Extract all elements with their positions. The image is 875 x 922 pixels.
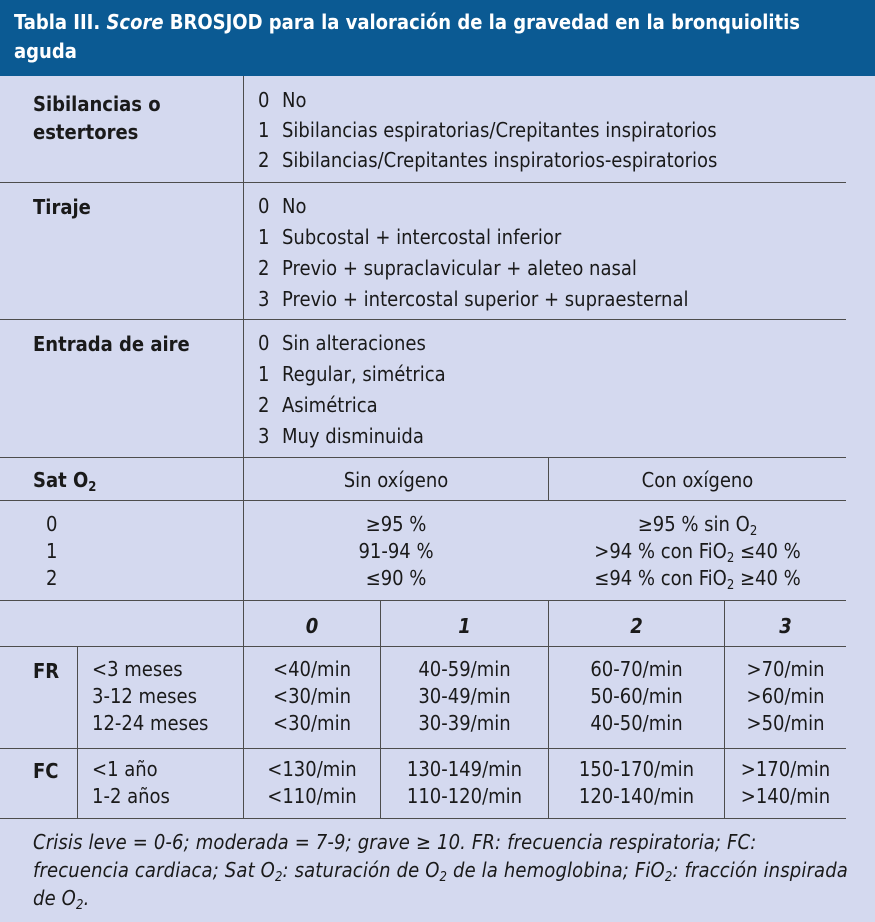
sat-sin-values <box>244 511 548 592</box>
option-row: 1 Sibilancias espiratorias/Crepitantes inspiratorios <box>258 118 717 142</box>
row-label-entrada-aire: Entrada de aire <box>33 332 190 356</box>
grid-header-2: 2 <box>630 614 643 638</box>
age-group: 12-24 meses <box>92 711 209 735</box>
table-title-italic: Score <box>106 10 164 34</box>
divider-horizontal <box>0 818 846 819</box>
fc-col-0 <box>244 756 380 810</box>
option-row: 3 Previo + intercostal superior + supraesternal <box>258 287 689 311</box>
fc-col-1 <box>381 756 548 810</box>
grid-cell: 40-59/min <box>418 657 511 681</box>
table-title <box>0 0 875 76</box>
grid-cell: 130-149/min <box>406 757 523 781</box>
grid-cell: 120-140/min <box>578 784 695 808</box>
age-group: <1 año <box>92 757 158 781</box>
col-header-sin-oxigeno: Sin oxígeno <box>343 468 449 492</box>
col-header-con-oxigeno: Con oxígeno <box>641 468 754 492</box>
grid-cell: 50-60/min <box>590 684 683 708</box>
sat-value: >94 % con FiO$_2$ ≤40 % <box>594 539 801 566</box>
age-group: 3-12 meses <box>92 684 197 708</box>
row-label-tiraje: Tiraje <box>33 195 91 219</box>
divider-vertical-label <box>77 646 78 818</box>
sat-value: 91-94 % <box>358 539 434 563</box>
grid-cell: 30-39/min <box>418 711 511 735</box>
option-row: 2 Sibilancias/Crepitantes inspiratorios-espiratorios <box>258 148 718 172</box>
grid-cell: <30/min <box>273 711 351 735</box>
options-tiraje <box>258 192 688 313</box>
grid-cell: <40/min <box>273 657 351 681</box>
age-group: 1-2 años <box>92 784 170 808</box>
row-label-fr: FR <box>33 659 60 683</box>
grid-cell: >170/min <box>740 757 831 781</box>
divider-horizontal <box>0 182 846 183</box>
option-row: 3 Muy disminuida <box>258 424 424 448</box>
table-footnote: Crisis leve = 0-6; moderada = 7-9; grave ≥ 10. FR: frecuencia respiratoria; FC: frecuencia cardiaca; Sat $O_2$: saturación de $O_2$ de la hemoglobina; FiO$_2$: fracción inspirada de $O_2$. <box>33 830 848 913</box>
option-row: 0 No <box>258 194 307 218</box>
row-label-sibilancias: Sibilancias o estertores <box>33 92 161 144</box>
fc-age-groups <box>92 756 170 810</box>
grid-cell: 60-70/min <box>590 657 683 681</box>
fr-col-1 <box>381 656 548 737</box>
grid-cell: >50/min <box>746 711 825 735</box>
table-number: Tabla III. <box>14 10 101 34</box>
divider-horizontal <box>0 319 846 320</box>
divider-horizontal <box>0 600 846 601</box>
grid-header-1: 1 <box>458 614 471 638</box>
fr-col-3 <box>725 656 846 737</box>
fc-col-2 <box>549 756 724 810</box>
table-title-text: BROSJOD para la valoración de la gravedad en la bronquiolitis aguda <box>14 10 801 63</box>
fc-col-3 <box>725 756 846 810</box>
grid-header-3: 3 <box>779 614 792 638</box>
grid-cell: 150-170/min <box>578 757 695 781</box>
sat-value: ≤94 % con FiO$_2$ ≥40 % <box>594 566 801 593</box>
grid-cell: <110/min <box>267 784 357 808</box>
grid-cell: >70/min <box>746 657 825 681</box>
sat-score: 0 <box>46 512 58 536</box>
grid-cell: <130/min <box>267 757 357 781</box>
options-sibilancias <box>258 86 717 174</box>
age-group: <3 meses <box>92 657 183 681</box>
options-entrada-aire <box>258 329 446 450</box>
grid-cell: 40-50/min <box>590 711 683 735</box>
sat-score: 1 <box>46 539 58 563</box>
grid-cell: 30-49/min <box>418 684 511 708</box>
option-row: 1 Subcostal + intercostal inferior <box>258 225 562 249</box>
divider-horizontal <box>0 457 846 458</box>
option-row: 0 No <box>258 88 307 112</box>
sat-score: 2 <box>46 566 58 590</box>
fr-col-2 <box>549 656 724 737</box>
option-row: 2 Previo + supraclavicular + aleteo nasal <box>258 256 637 280</box>
row-label-fc: FC <box>33 759 59 783</box>
fr-age-groups <box>92 656 208 737</box>
row-label-sat-o2: Sat $O_2$ <box>33 468 97 495</box>
option-row: 2 Asimétrica <box>258 393 378 417</box>
sat-scores <box>46 511 57 592</box>
option-row: 1 Regular, simétrica <box>258 362 446 386</box>
sat-con-values <box>549 511 846 592</box>
sat-value: ≥95 % $\sin O_2$ <box>637 512 758 539</box>
sat-value: ≤90 % <box>365 566 427 590</box>
divider-horizontal <box>0 646 846 647</box>
grid-cell: >60/min <box>746 684 825 708</box>
sat-value: ≥95 % <box>365 512 427 536</box>
grid-header-0: 0 <box>305 614 319 638</box>
grid-cell: >140/min <box>740 784 831 808</box>
fr-col-0 <box>244 656 380 737</box>
grid-cell: <30/min <box>273 684 351 708</box>
divider-horizontal <box>0 748 846 749</box>
grid-cell: 110-120/min <box>406 784 523 808</box>
option-row: 0 Sin alteraciones <box>258 331 426 355</box>
divider-horizontal <box>0 500 846 501</box>
